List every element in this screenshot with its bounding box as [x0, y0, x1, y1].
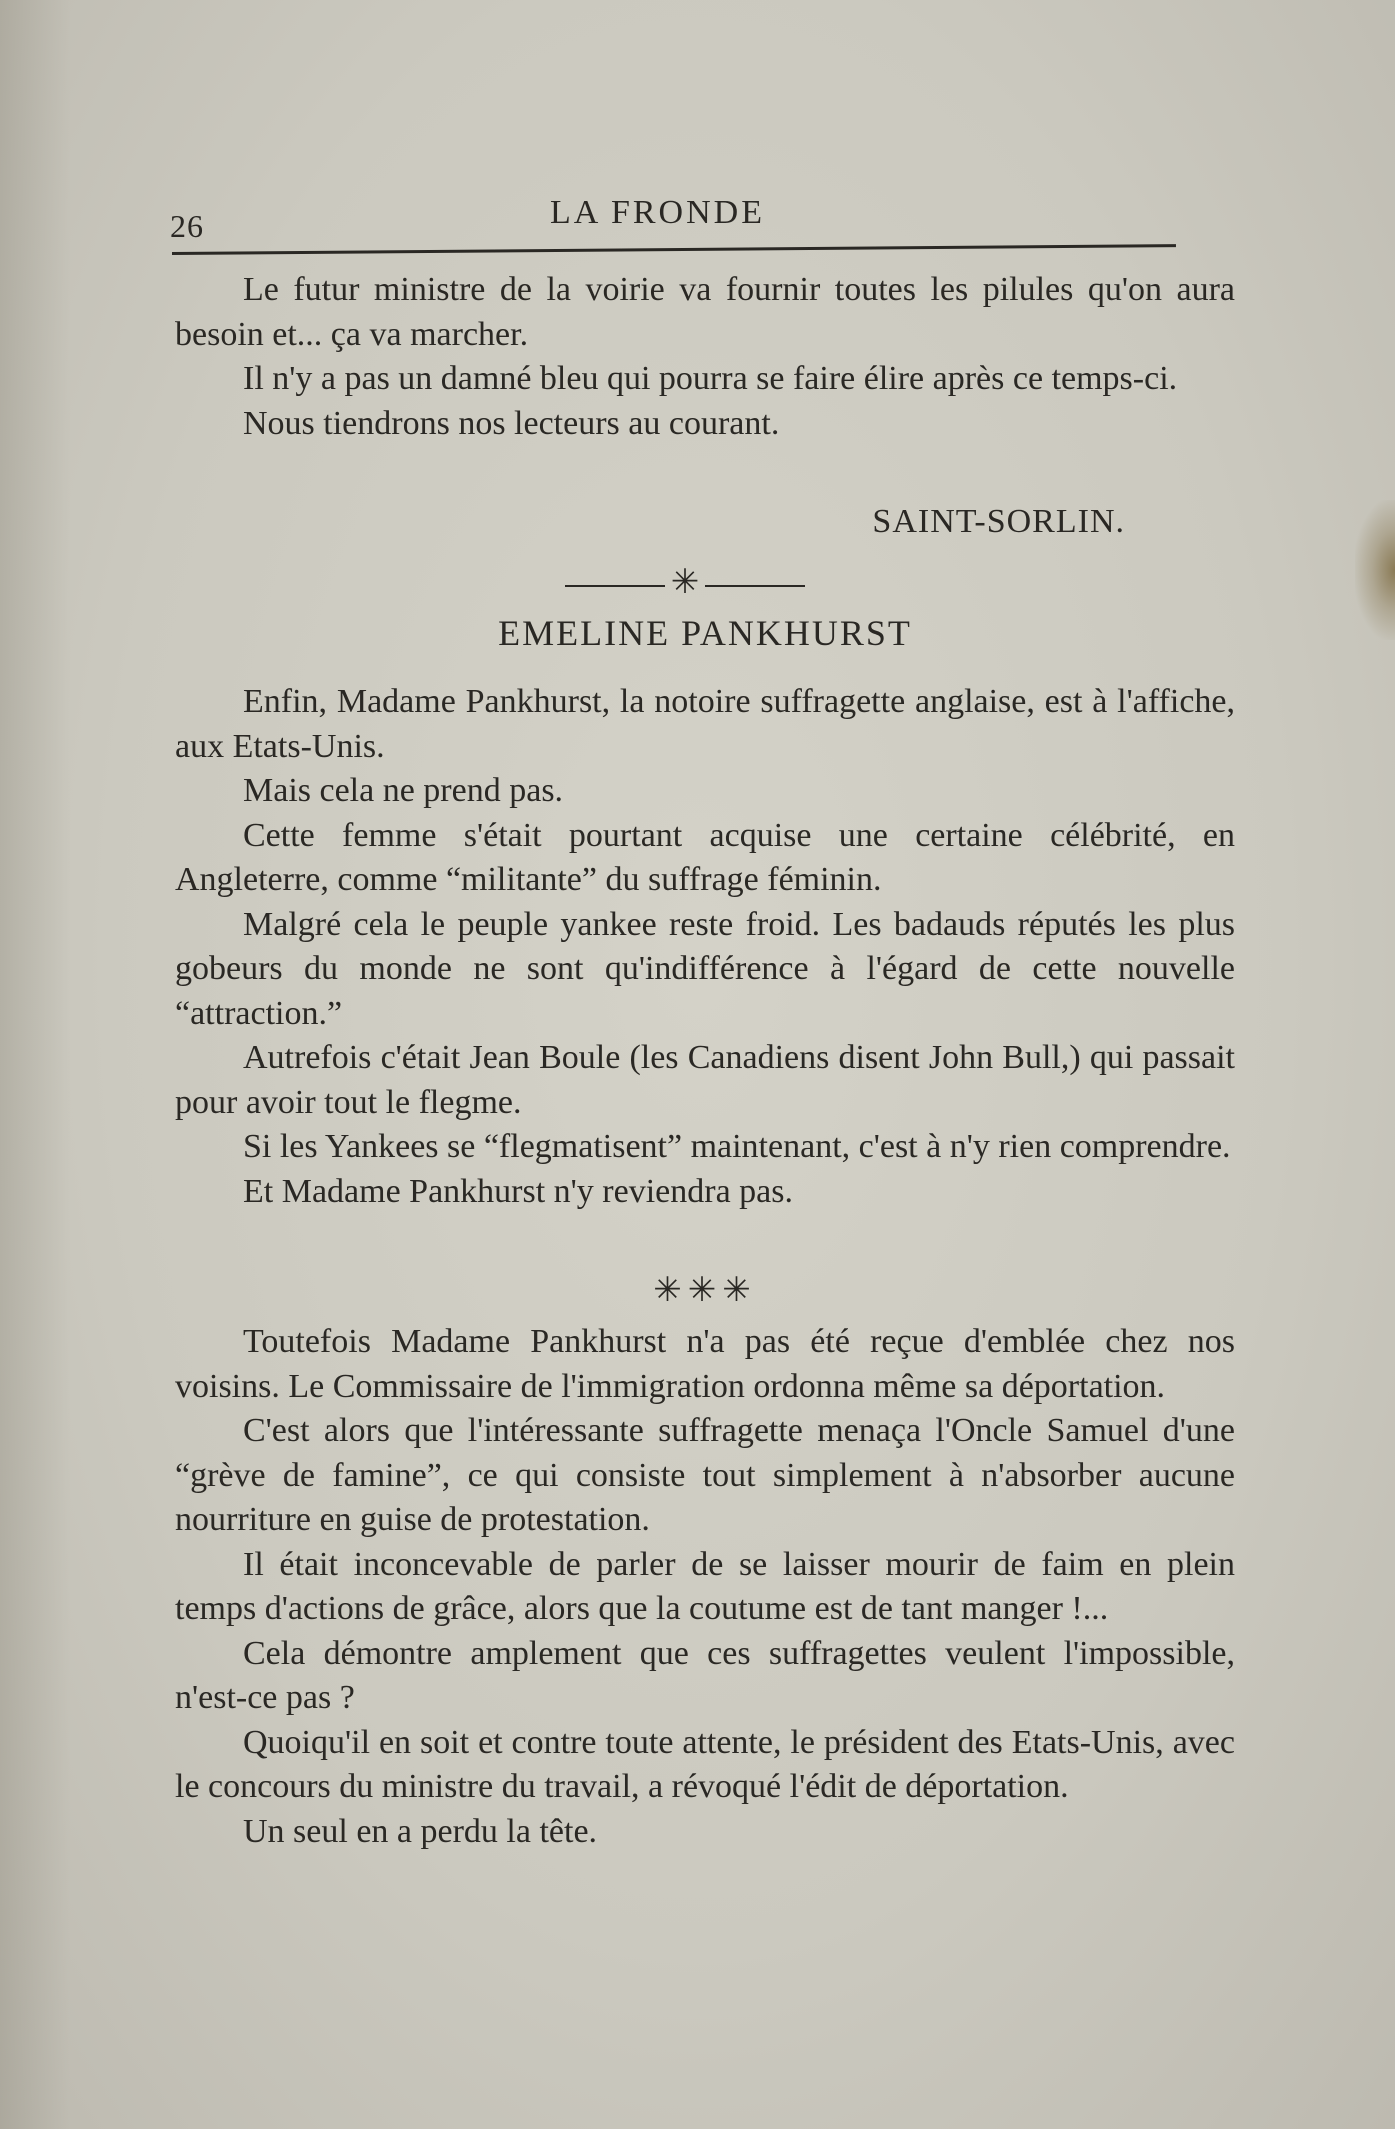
paragraph: Autrefois c'était Jean Boule (les Canadiens disent John Bull,) qui passait pour avoir tout le flegme. [175, 1039, 1235, 1121]
page-edge-shadow [0, 0, 70, 2129]
page-number: 26 [170, 208, 204, 244]
paragraph: Si les Yankees se “flegmatisent” maintenant, c'est à n'y rien comprendre. [243, 1128, 1231, 1165]
page-header [170, 190, 1180, 250]
running-title: LA FRONDE [550, 194, 765, 231]
paragraph: Malgré cela le peuple yankee reste froid. Les badauds réputés les plus gobeurs du monde ne sont qu'indifférence à l'égard de cette nouvelle “attraction.” [175, 905, 1235, 1032]
paragraph: Mais cela ne prend pas. [243, 772, 564, 809]
ornament-line-left [565, 585, 665, 587]
triple-asterism-icon: ✳✳✳ [653, 1272, 757, 1309]
paper-stain [1355, 500, 1395, 640]
paragraph: Nous tiendrons nos lecteurs au courant. [243, 404, 780, 442]
paragraph: Cette femme s'était pourtant acquise une certaine célébrité, en Angleterre, comme “militante” du suffrage féminin. [175, 816, 1235, 898]
signature: SAINT-SORLIN. [872, 503, 1125, 540]
asterism-icon: ✳ [670, 564, 700, 601]
section2-text [175, 1320, 1235, 1854]
paragraph: Il était inconcevable de parler de se laisser mourir de faim en plein temps d'actions de grâce, alors que la coutume est de tant manger !... [175, 1545, 1235, 1627]
section-ornament [565, 560, 805, 610]
paragraph: C'est alors que l'intéressante suffragette menaça l'Oncle Samuel d'une “grève de famine”, ce qui consiste tout simplement à n'absorber aucune nourriture en guise de protestation. [175, 1412, 1235, 1538]
ornament-line-right [705, 585, 805, 587]
paragraph: Un seul en a perdu la tête. [243, 1812, 598, 1850]
paragraph: Il n'y a pas un damné bleu qui pourra se faire élire après ce temps-ci. [243, 360, 1178, 397]
paragraph: Et Madame Pankhurst n'y reviendra pas. [243, 1172, 793, 1210]
paragraph: Quoiqu'il en soit et contre toute attente, le président des Etats-Unis, avec le concours du ministre du travail, a révoqué l'édit de déportation. [175, 1723, 1235, 1805]
section-title: EMELINE PANKHURST [498, 613, 912, 653]
paragraph: Toutefois Madame Pankhurst n'a pas été reçue d'emblée chez nos voisins. Le Commissaire de l'immigration ordonna même sa déportation. [175, 1323, 1235, 1405]
paragraph: Cela démontre amplement que ces suffragettes veulent l'impossible, n'est-ce pas ? [175, 1634, 1235, 1716]
intro-text [175, 268, 1235, 446]
paragraph: Enfin, Madame Pankhurst, la notoire suffragette anglaise, est à l'affiche, aux Etats-Unis. [175, 683, 1235, 765]
section1-text [175, 680, 1235, 1214]
paragraph: Le futur ministre de la voirie va fournir toutes les pilules qu'on aura besoin et... ça va marcher. [175, 271, 1235, 353]
